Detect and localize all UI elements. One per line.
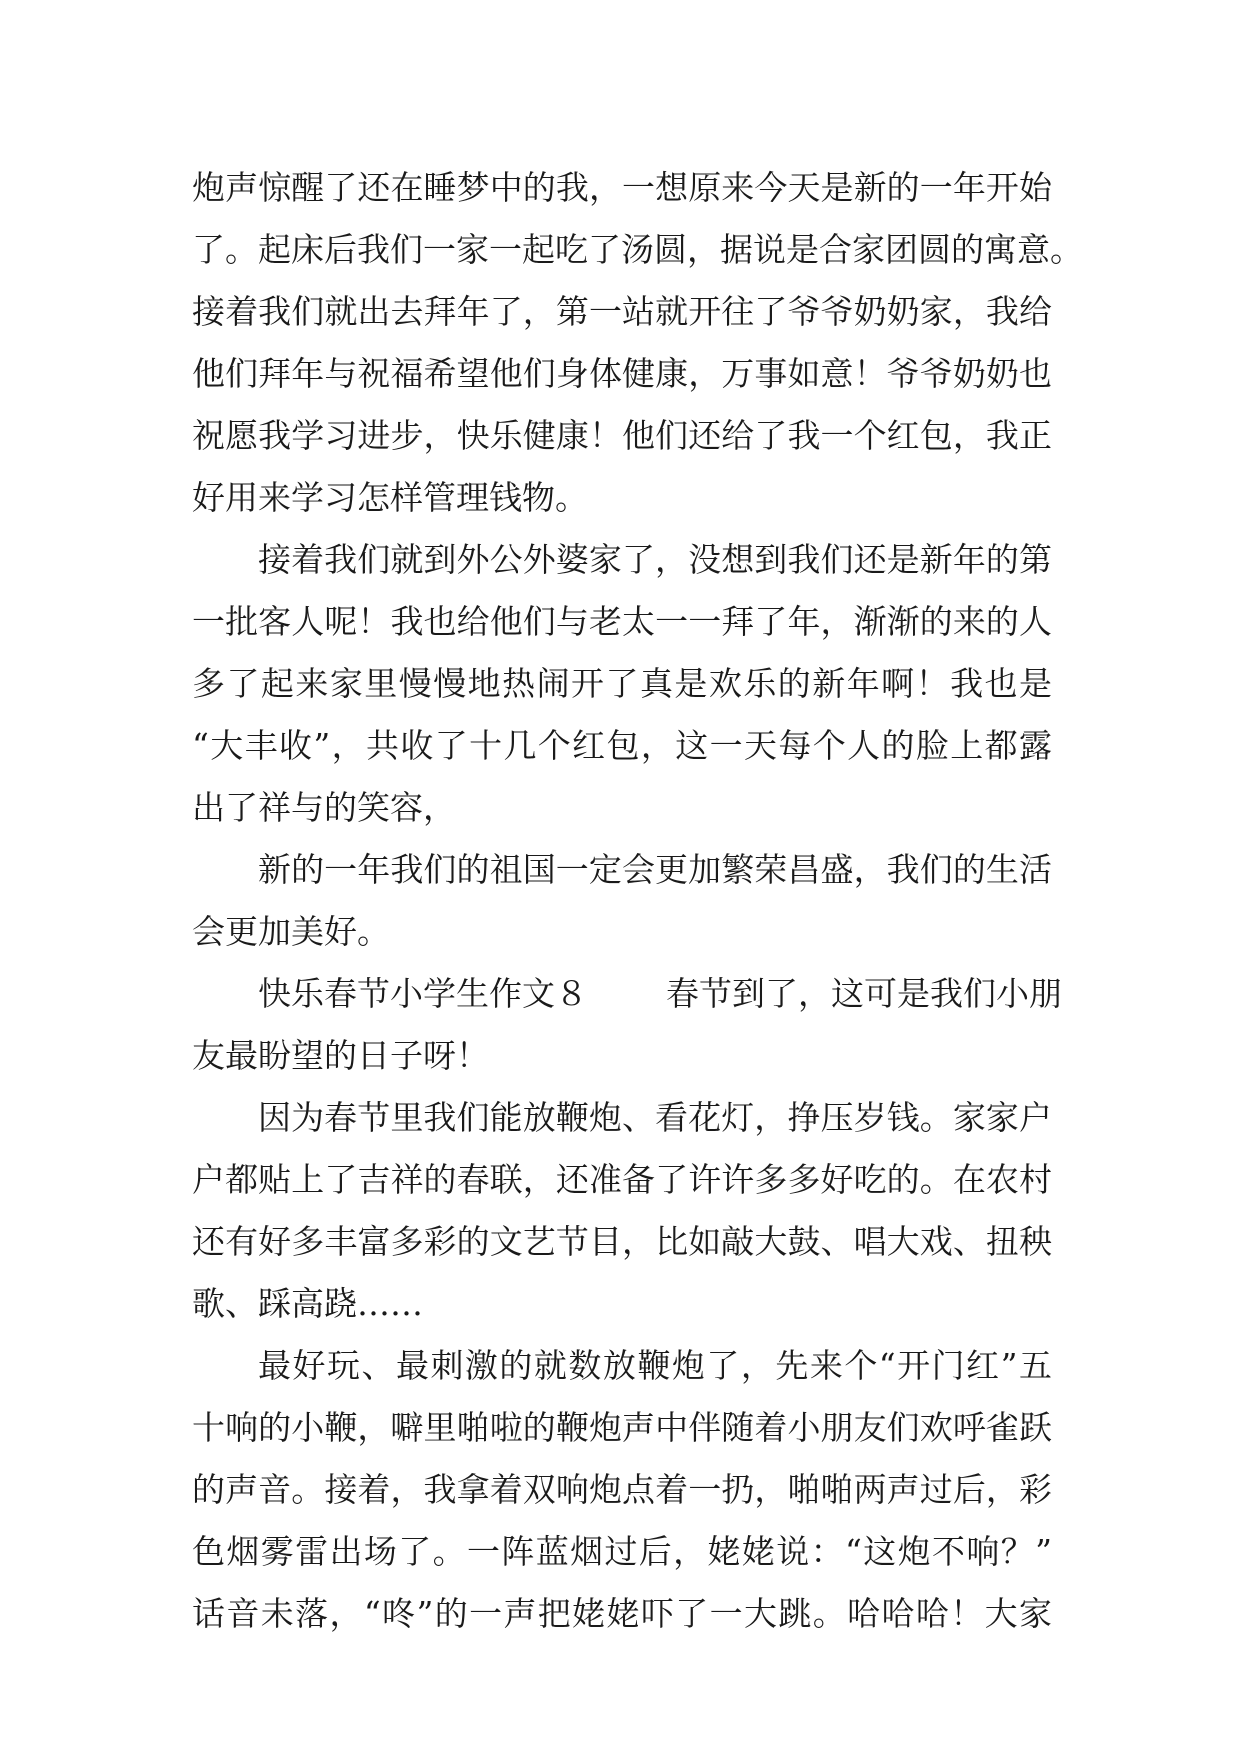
text-line: 友最盼望的日子呀！ xyxy=(192,1036,489,1075)
text-line: 最好玩、最刺激的就数放鞭炮了，先来个“开门红”五 xyxy=(258,1346,1052,1385)
essay-title: 快乐春节小学生作文８ xyxy=(258,974,588,1013)
text-line: 因为春节里我们能放鞭炮、看花灯，挣压岁钱。家家户 xyxy=(258,1098,1052,1137)
text-line: 接着我们就到外公外婆家了，没想到我们还是新年的第 xyxy=(258,540,1052,579)
text-line: 了。起床后我们一家一起吃了汤圆，据说是合家团圆的寓意。 xyxy=(192,230,1083,269)
text-line: 他们拜年与祝福希望他们身体健康，万事如意！爷爷奶奶也 xyxy=(192,354,1052,393)
text-line: 户都贴上了吉祥的春联，还准备了许许多多好吃的。在农村 xyxy=(192,1160,1052,1199)
text-line: 祝愿我学习进步，快乐健康！他们还给了我一个红包，我正 xyxy=(192,416,1052,455)
text-line: 炮声惊醒了还在睡梦中的我，一想原来今天是新的一年开始 xyxy=(192,168,1052,207)
text-line: 出了祥与的笑容， xyxy=(192,788,456,827)
text-line: 接着我们就出去拜年了，第一站就开往了爷爷奶奶家，我给 xyxy=(192,292,1052,331)
text-line: 还有好多丰富多彩的文艺节目，比如敲大鼓、唱大戏、扭秧 xyxy=(192,1222,1052,1261)
text-line: 十响的小鞭，噼里啪啦的鞭炮声中伴随着小朋友们欢呼雀跃 xyxy=(192,1408,1052,1447)
text-line: 春节到了，这可是我们小朋 xyxy=(666,974,1062,1013)
text-line: 多了起来家里慢慢地热闹开了真是欢乐的新年啊！我也是 xyxy=(192,664,1052,703)
text-line: 好用来学习怎样管理钱物。 xyxy=(192,478,588,517)
text-line: 新的一年我们的祖国一定会更加繁荣昌盛，我们的生活 xyxy=(258,850,1052,889)
text-line: 歌、踩高跷…… xyxy=(192,1284,423,1323)
text-line: “大丰收”，共收了十几个红包，这一天每个人的脸上都露 xyxy=(192,726,1052,765)
text-line: 的声音。接着，我拿着双响炮点着一扔，啪啪两声过后，彩 xyxy=(192,1470,1052,1509)
text-line: 色烟雾雷出场了。一阵蓝烟过后，姥姥说：“这炮不响？” xyxy=(192,1532,1052,1571)
text-line: 话音未落，“咚”的一声把姥姥吓了一大跳。哈哈哈！大家 xyxy=(192,1594,1052,1633)
text-line: 会更加美好。 xyxy=(192,912,390,951)
essay-title-line xyxy=(258,974,1062,1014)
text-line: 一批客人呢！我也给他们与老太一一拜了年，渐渐的来的人 xyxy=(192,602,1052,641)
